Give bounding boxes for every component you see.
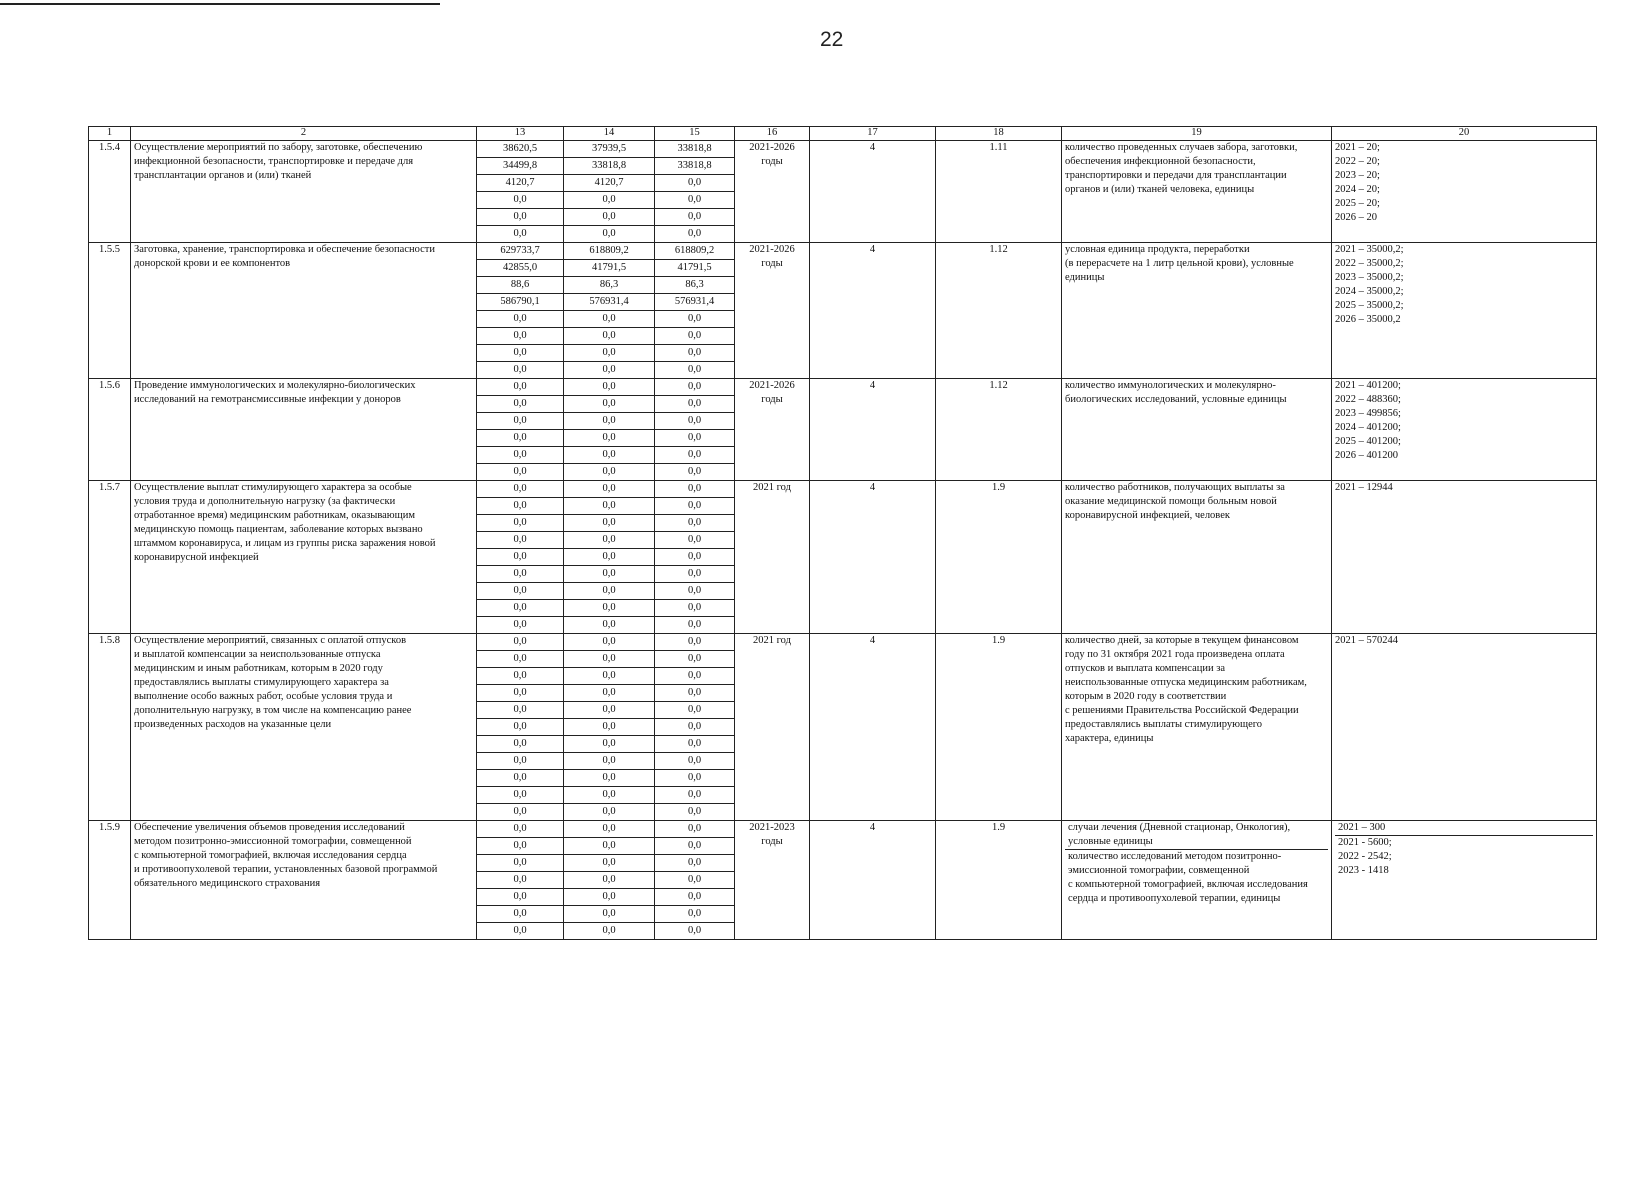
value-cell: 0,0 bbox=[477, 719, 564, 736]
value-cell: 0,0 bbox=[477, 838, 564, 855]
text-line: оказание медицинской помощи больным новой bbox=[1065, 496, 1277, 507]
value-cell: 0,0 bbox=[477, 770, 564, 787]
value-cell: 0,0 bbox=[564, 804, 655, 821]
text-line: инфекционной безопасности, транспортировке и передаче для bbox=[134, 156, 414, 167]
row-indicator bbox=[1062, 141, 1332, 243]
text-line: 2023 - 1418 bbox=[1338, 865, 1389, 876]
row-id: 1.5.5 bbox=[89, 243, 131, 379]
text-line: транспортировки и передачи для трансплантации bbox=[1065, 170, 1287, 181]
value-cell: 34499,8 bbox=[477, 158, 564, 175]
row-period bbox=[735, 379, 810, 481]
row-col18: 1.9 bbox=[936, 481, 1062, 634]
value-cell: 33818,8 bbox=[655, 158, 735, 175]
text-line: 2021 – 35000,2; bbox=[1335, 244, 1404, 255]
text-line: методом позитронно-эмиссионной томографии, совмещенной bbox=[134, 836, 412, 847]
row-id: 1.5.7 bbox=[89, 481, 131, 634]
text-line: годы bbox=[761, 394, 783, 405]
value-cell: 0,0 bbox=[564, 498, 655, 515]
text-line: 2026 – 35000,2 bbox=[1335, 314, 1401, 325]
value-cell: 0,0 bbox=[655, 651, 735, 668]
text-line: 2021-2026 bbox=[749, 380, 795, 391]
header-cell: 13 bbox=[477, 127, 564, 141]
value-cell: 0,0 bbox=[564, 379, 655, 396]
value-cell: 0,0 bbox=[655, 481, 735, 498]
value-cell: 0,0 bbox=[477, 906, 564, 923]
row-col17: 4 bbox=[810, 481, 936, 634]
value-cell: 0,0 bbox=[655, 923, 735, 940]
row-indicator bbox=[1062, 481, 1332, 634]
row-col17: 4 bbox=[810, 821, 936, 940]
value-cell: 0,0 bbox=[477, 481, 564, 498]
text-line: количество проведенных случаев забора, заготовки, bbox=[1065, 142, 1298, 153]
indicator-part bbox=[1065, 850, 1328, 906]
text-line: году по 31 октября 2021 года произведена оплата bbox=[1065, 649, 1285, 660]
row-col18: 1.9 bbox=[936, 821, 1062, 940]
value-cell: 0,0 bbox=[564, 685, 655, 702]
value-cell: 0,0 bbox=[564, 702, 655, 719]
text-line: и выплатой компенсации за неиспользованные отпуска bbox=[134, 649, 381, 660]
header-cell: 15 bbox=[655, 127, 735, 141]
value-cell: 0,0 bbox=[564, 889, 655, 906]
value-cell: 0,0 bbox=[477, 209, 564, 226]
value-cell: 0,0 bbox=[655, 685, 735, 702]
text-line: 2022 – 35000,2; bbox=[1335, 258, 1404, 269]
text-line: единицы bbox=[1065, 272, 1105, 283]
value-cell: 0,0 bbox=[655, 872, 735, 889]
value-cell: 586790,1 bbox=[477, 294, 564, 311]
text-line: отработанное время) медицинским работникам, оказывающим bbox=[134, 510, 415, 521]
text-line: 2021-2023 bbox=[749, 822, 795, 833]
value-cell: 0,0 bbox=[655, 515, 735, 532]
value-cell: 0,0 bbox=[564, 566, 655, 583]
text-line: условные единицы bbox=[1068, 836, 1153, 847]
table-row bbox=[89, 634, 1597, 651]
value-cell: 0,0 bbox=[655, 328, 735, 345]
text-line: отпусков и выплата компенсации за bbox=[1065, 663, 1226, 674]
value-cell: 0,0 bbox=[564, 430, 655, 447]
value-cell: 0,0 bbox=[655, 447, 735, 464]
text-line: 2021-2026 bbox=[749, 244, 795, 255]
text-line: 2023 – 35000,2; bbox=[1335, 272, 1404, 283]
value-cell: 0,0 bbox=[477, 192, 564, 209]
text-line: дополнительную нагрузку, в том числе на компенсацию ранее bbox=[134, 705, 412, 716]
value-cell: 0,0 bbox=[655, 583, 735, 600]
row-indicator bbox=[1062, 634, 1332, 821]
value-cell: 0,0 bbox=[477, 736, 564, 753]
header-row bbox=[89, 127, 1597, 141]
row-col18: 1.12 bbox=[936, 243, 1062, 379]
value-cell: 86,3 bbox=[655, 277, 735, 294]
text-line: коронавирусной инфекцией, человек bbox=[1065, 510, 1230, 521]
value-cell: 0,0 bbox=[655, 787, 735, 804]
value-cell: 0,0 bbox=[564, 396, 655, 413]
row-indicator bbox=[1062, 379, 1332, 481]
value-cell: 0,0 bbox=[564, 719, 655, 736]
value-cell: 0,0 bbox=[564, 481, 655, 498]
row-id: 1.5.6 bbox=[89, 379, 131, 481]
value-cell: 0,0 bbox=[655, 209, 735, 226]
text-line: обязательного медицинского страхования bbox=[134, 878, 321, 889]
value-cell: 0,0 bbox=[564, 345, 655, 362]
text-line: медицинскую помощь пациентам, заболевание которых вызвано bbox=[134, 524, 423, 535]
header-cell: 14 bbox=[564, 127, 655, 141]
value-cell: 0,0 bbox=[655, 804, 735, 821]
value-cell: 0,0 bbox=[655, 345, 735, 362]
text-line: выполнение особо важных работ, особые условия труда и bbox=[134, 691, 393, 702]
text-line: 2023 – 499856; bbox=[1335, 408, 1401, 419]
text-line: 2021 – 20; bbox=[1335, 142, 1380, 153]
row-period bbox=[735, 481, 810, 634]
header-cell: 16 bbox=[735, 127, 810, 141]
text-line: предоставлялись выплаты стимулирующего bbox=[1065, 719, 1263, 730]
value-cell: 0,0 bbox=[564, 770, 655, 787]
row-col17: 4 bbox=[810, 634, 936, 821]
value-cell: 0,0 bbox=[477, 821, 564, 838]
value-cell: 41791,5 bbox=[655, 260, 735, 277]
value-cell: 0,0 bbox=[477, 345, 564, 362]
text-line: характера, единицы bbox=[1065, 733, 1154, 744]
row-col18: 1.11 bbox=[936, 141, 1062, 243]
value-cell: 33818,8 bbox=[564, 158, 655, 175]
value-cell: 0,0 bbox=[564, 651, 655, 668]
value-cell: 4120,7 bbox=[564, 175, 655, 192]
row-description bbox=[131, 379, 477, 481]
indicator-part bbox=[1065, 821, 1328, 850]
program-table bbox=[88, 126, 1597, 940]
value-cell: 0,0 bbox=[655, 192, 735, 209]
text-line: 2021-2026 bbox=[749, 142, 795, 153]
table-row bbox=[89, 243, 1597, 260]
value-cell: 0,0 bbox=[477, 634, 564, 651]
row-description bbox=[131, 634, 477, 821]
text-line: неиспользованные отпуска медицинским работникам, bbox=[1065, 677, 1307, 688]
value-cell: 0,0 bbox=[564, 328, 655, 345]
value-cell: 0,0 bbox=[655, 855, 735, 872]
value-cell: 0,0 bbox=[477, 549, 564, 566]
row-col17: 4 bbox=[810, 141, 936, 243]
value-cell: 0,0 bbox=[655, 617, 735, 634]
text-line: донорской крови и ее компонентов bbox=[134, 258, 291, 269]
text-line: 2021 год bbox=[753, 482, 791, 493]
value-cell: 0,0 bbox=[477, 855, 564, 872]
text-line: 2025 – 20; bbox=[1335, 198, 1380, 209]
row-description bbox=[131, 821, 477, 940]
value-cell: 4120,7 bbox=[477, 175, 564, 192]
text-line: 2021 – 12944 bbox=[1335, 482, 1393, 493]
text-line: органов и (или) тканей человека, единицы bbox=[1065, 184, 1255, 195]
text-line: Проведение иммунологических и молекулярно-биологических bbox=[134, 380, 416, 391]
value-cell: 0,0 bbox=[477, 379, 564, 396]
text-line: Обеспечение увеличения объемов проведения исследований bbox=[134, 822, 405, 833]
value-cell: 0,0 bbox=[655, 175, 735, 192]
text-line: с компьютерной томографией, включая исследования bbox=[1068, 879, 1308, 890]
value-cell: 88,6 bbox=[477, 277, 564, 294]
text-line: 2025 – 35000,2; bbox=[1335, 300, 1404, 311]
text-line: Заготовка, хранение, транспортировка и обеспечение безопасности bbox=[134, 244, 435, 255]
value-cell: 0,0 bbox=[655, 396, 735, 413]
value-cell: 37939,5 bbox=[564, 141, 655, 158]
header-cell: 20 bbox=[1332, 127, 1597, 141]
value-cell: 0,0 bbox=[655, 668, 735, 685]
value-cell: 0,0 bbox=[564, 192, 655, 209]
row-period bbox=[735, 634, 810, 821]
value-cell: 0,0 bbox=[655, 600, 735, 617]
value-cell: 0,0 bbox=[655, 770, 735, 787]
top-rule bbox=[0, 3, 440, 5]
text-line: 2022 – 20; bbox=[1335, 156, 1380, 167]
page-number: 22 bbox=[820, 28, 844, 51]
row-period bbox=[735, 243, 810, 379]
value-cell: 0,0 bbox=[477, 413, 564, 430]
value-cell: 0,0 bbox=[564, 906, 655, 923]
text-line: сердца и противоопухолевой терапии, единицы bbox=[1068, 893, 1281, 904]
value-cell: 0,0 bbox=[564, 464, 655, 481]
value-cell: 0,0 bbox=[564, 209, 655, 226]
row-id: 1.5.9 bbox=[89, 821, 131, 940]
value-cell: 0,0 bbox=[564, 617, 655, 634]
value-cell: 0,0 bbox=[477, 464, 564, 481]
text-line: Осуществление мероприятий по забору, заготовке, обеспечению bbox=[134, 142, 423, 153]
targets-part bbox=[1335, 821, 1593, 836]
value-cell: 0,0 bbox=[477, 498, 564, 515]
value-cell: 0,0 bbox=[655, 889, 735, 906]
value-cell: 618809,2 bbox=[564, 243, 655, 260]
value-cell: 0,0 bbox=[477, 872, 564, 889]
value-cell: 576931,4 bbox=[655, 294, 735, 311]
value-cell: 0,0 bbox=[655, 753, 735, 770]
value-cell: 0,0 bbox=[477, 566, 564, 583]
text-line: количество исследований методом позитронно- bbox=[1068, 851, 1282, 862]
text-line: предоставлялись выплаты стимулирующего характера за bbox=[134, 677, 389, 688]
value-cell: 0,0 bbox=[564, 549, 655, 566]
row-description bbox=[131, 141, 477, 243]
text-line: условия труда и дополнительную нагрузку (за фактически bbox=[134, 496, 396, 507]
value-cell: 0,0 bbox=[477, 430, 564, 447]
text-line: с компьютерной томографией, включая исследования сердца bbox=[134, 850, 407, 861]
row-targets bbox=[1332, 141, 1597, 243]
value-cell: 576931,4 bbox=[564, 294, 655, 311]
value-cell: 0,0 bbox=[655, 702, 735, 719]
value-cell: 0,0 bbox=[655, 430, 735, 447]
row-period bbox=[735, 821, 810, 940]
value-cell: 0,0 bbox=[564, 753, 655, 770]
value-cell: 0,0 bbox=[477, 362, 564, 379]
text-line: штаммом коронавируса, и лицам из группы риска заражения новой bbox=[134, 538, 436, 549]
value-cell: 0,0 bbox=[564, 311, 655, 328]
text-line: количество дней, за которые в текущем финансовом bbox=[1065, 635, 1299, 646]
text-line: 2021 – 300 bbox=[1338, 822, 1386, 833]
text-line: 2022 - 2542; bbox=[1338, 851, 1392, 862]
row-targets bbox=[1332, 481, 1597, 634]
value-cell: 0,0 bbox=[477, 447, 564, 464]
row-period bbox=[735, 141, 810, 243]
header-cell: 2 bbox=[131, 127, 477, 141]
text-line: годы bbox=[761, 258, 783, 269]
value-cell: 0,0 bbox=[655, 821, 735, 838]
value-cell: 0,0 bbox=[564, 634, 655, 651]
text-line: Осуществление выплат стимулирующего характера за особые bbox=[134, 482, 412, 493]
text-line: коронавирусной инфекцией bbox=[134, 552, 259, 563]
text-line: случаи лечения (Дневной стационар, Онкология), bbox=[1068, 822, 1291, 833]
value-cell: 0,0 bbox=[477, 311, 564, 328]
value-cell: 0,0 bbox=[477, 226, 564, 243]
value-cell: 0,0 bbox=[477, 600, 564, 617]
value-cell: 0,0 bbox=[564, 872, 655, 889]
value-cell: 629733,7 bbox=[477, 243, 564, 260]
value-cell: 0,0 bbox=[477, 651, 564, 668]
value-cell: 86,3 bbox=[564, 277, 655, 294]
value-cell: 0,0 bbox=[564, 923, 655, 940]
row-col17: 4 bbox=[810, 379, 936, 481]
text-line: эмиссионной томографии, совмещенной bbox=[1068, 865, 1250, 876]
text-line: биологических исследований, условные единицы bbox=[1065, 394, 1287, 405]
value-cell: 0,0 bbox=[477, 328, 564, 345]
text-line: 2026 – 401200 bbox=[1335, 450, 1398, 461]
value-cell: 0,0 bbox=[655, 226, 735, 243]
row-indicator bbox=[1062, 243, 1332, 379]
row-targets bbox=[1332, 379, 1597, 481]
value-cell: 0,0 bbox=[564, 226, 655, 243]
text-line: медицинским и иным работникам, которым в 2020 году bbox=[134, 663, 383, 674]
value-cell: 0,0 bbox=[477, 396, 564, 413]
value-cell: 0,0 bbox=[564, 855, 655, 872]
value-cell: 0,0 bbox=[477, 685, 564, 702]
value-cell: 41791,5 bbox=[564, 260, 655, 277]
value-cell: 0,0 bbox=[655, 379, 735, 396]
text-line: исследований на гемотрансмиссивные инфекции у доноров bbox=[134, 394, 401, 405]
row-indicator bbox=[1062, 821, 1332, 940]
text-line: 2024 – 401200; bbox=[1335, 422, 1401, 433]
text-line: 2022 – 488360; bbox=[1335, 394, 1401, 405]
header-cell: 18 bbox=[936, 127, 1062, 141]
text-line: количество работников, получающих выплаты за bbox=[1065, 482, 1285, 493]
table-row bbox=[89, 379, 1597, 396]
value-cell: 0,0 bbox=[477, 787, 564, 804]
value-cell: 0,0 bbox=[564, 838, 655, 855]
value-cell: 0,0 bbox=[477, 804, 564, 821]
value-cell: 0,0 bbox=[655, 549, 735, 566]
text-line: Осуществление мероприятий, связанных с оплатой отпусков bbox=[134, 635, 407, 646]
text-line: которым в 2020 году в соответствии bbox=[1065, 691, 1227, 702]
row-targets bbox=[1332, 634, 1597, 821]
value-cell: 0,0 bbox=[655, 719, 735, 736]
value-cell: 0,0 bbox=[655, 311, 735, 328]
text-line: 2021 год bbox=[753, 635, 791, 646]
text-line: 2025 – 401200; bbox=[1335, 436, 1401, 447]
header-cell: 1 bbox=[89, 127, 131, 141]
text-line: 2021 – 401200; bbox=[1335, 380, 1401, 391]
value-cell: 38620,5 bbox=[477, 141, 564, 158]
value-cell: 0,0 bbox=[564, 668, 655, 685]
text-line: 2024 – 35000,2; bbox=[1335, 286, 1404, 297]
value-cell: 0,0 bbox=[477, 668, 564, 685]
value-cell: 0,0 bbox=[564, 787, 655, 804]
value-cell: 0,0 bbox=[564, 821, 655, 838]
text-line: 2021 - 5600; bbox=[1338, 837, 1392, 848]
text-line: 2023 – 20; bbox=[1335, 170, 1380, 181]
row-description bbox=[131, 481, 477, 634]
value-cell: 0,0 bbox=[564, 413, 655, 430]
value-cell: 0,0 bbox=[655, 498, 735, 515]
row-col18: 1.12 bbox=[936, 379, 1062, 481]
header-cell: 17 bbox=[810, 127, 936, 141]
value-cell: 0,0 bbox=[477, 923, 564, 940]
value-cell: 0,0 bbox=[564, 583, 655, 600]
value-cell: 0,0 bbox=[564, 447, 655, 464]
value-cell: 0,0 bbox=[655, 362, 735, 379]
row-targets bbox=[1332, 243, 1597, 379]
value-cell: 0,0 bbox=[477, 889, 564, 906]
value-cell: 0,0 bbox=[655, 464, 735, 481]
row-id: 1.5.8 bbox=[89, 634, 131, 821]
value-cell: 0,0 bbox=[655, 532, 735, 549]
value-cell: 0,0 bbox=[477, 617, 564, 634]
value-cell: 0,0 bbox=[477, 583, 564, 600]
table-row bbox=[89, 481, 1597, 498]
text-line: 2021 – 570244 bbox=[1335, 635, 1398, 646]
value-cell: 0,0 bbox=[477, 702, 564, 719]
value-cell: 0,0 bbox=[564, 532, 655, 549]
value-cell: 33818,8 bbox=[655, 141, 735, 158]
text-line: количество иммунологических и молекулярно- bbox=[1065, 380, 1276, 391]
value-cell: 42855,0 bbox=[477, 260, 564, 277]
text-line: годы bbox=[761, 156, 783, 167]
value-cell: 0,0 bbox=[564, 362, 655, 379]
text-line: условная единица продукта, переработки bbox=[1065, 244, 1250, 255]
text-line: 2024 – 20; bbox=[1335, 184, 1380, 195]
table-row bbox=[89, 141, 1597, 158]
value-cell: 0,0 bbox=[477, 532, 564, 549]
row-description bbox=[131, 243, 477, 379]
value-cell: 0,0 bbox=[655, 838, 735, 855]
value-cell: 0,0 bbox=[564, 736, 655, 753]
header-cell: 19 bbox=[1062, 127, 1332, 141]
text-line: годы bbox=[761, 836, 783, 847]
targets-part bbox=[1335, 836, 1593, 878]
text-line: произведенных расходов на указанные цели bbox=[134, 719, 332, 730]
value-cell: 618809,2 bbox=[655, 243, 735, 260]
value-cell: 0,0 bbox=[477, 753, 564, 770]
text-line: 2026 – 20 bbox=[1335, 212, 1377, 223]
row-id: 1.5.4 bbox=[89, 141, 131, 243]
row-col18: 1.9 bbox=[936, 634, 1062, 821]
text-line: обеспечения инфекционной безопасности, bbox=[1065, 156, 1256, 167]
text-line: трансплантации органов и (или) тканей bbox=[134, 170, 312, 181]
value-cell: 0,0 bbox=[655, 634, 735, 651]
value-cell: 0,0 bbox=[564, 515, 655, 532]
value-cell: 0,0 bbox=[564, 600, 655, 617]
text-line: (в перерасчете на 1 литр цельной крови), условные bbox=[1065, 258, 1294, 269]
text-line: и противоопухолевой терапии, установленных базовой программой bbox=[134, 864, 438, 875]
row-col17: 4 bbox=[810, 243, 936, 379]
row-targets bbox=[1332, 821, 1597, 940]
value-cell: 0,0 bbox=[655, 413, 735, 430]
value-cell: 0,0 bbox=[477, 515, 564, 532]
value-cell: 0,0 bbox=[655, 736, 735, 753]
table-row bbox=[89, 821, 1597, 838]
value-cell: 0,0 bbox=[655, 566, 735, 583]
text-line: с решениями Правительства Российской Федерации bbox=[1065, 705, 1299, 716]
value-cell: 0,0 bbox=[655, 906, 735, 923]
